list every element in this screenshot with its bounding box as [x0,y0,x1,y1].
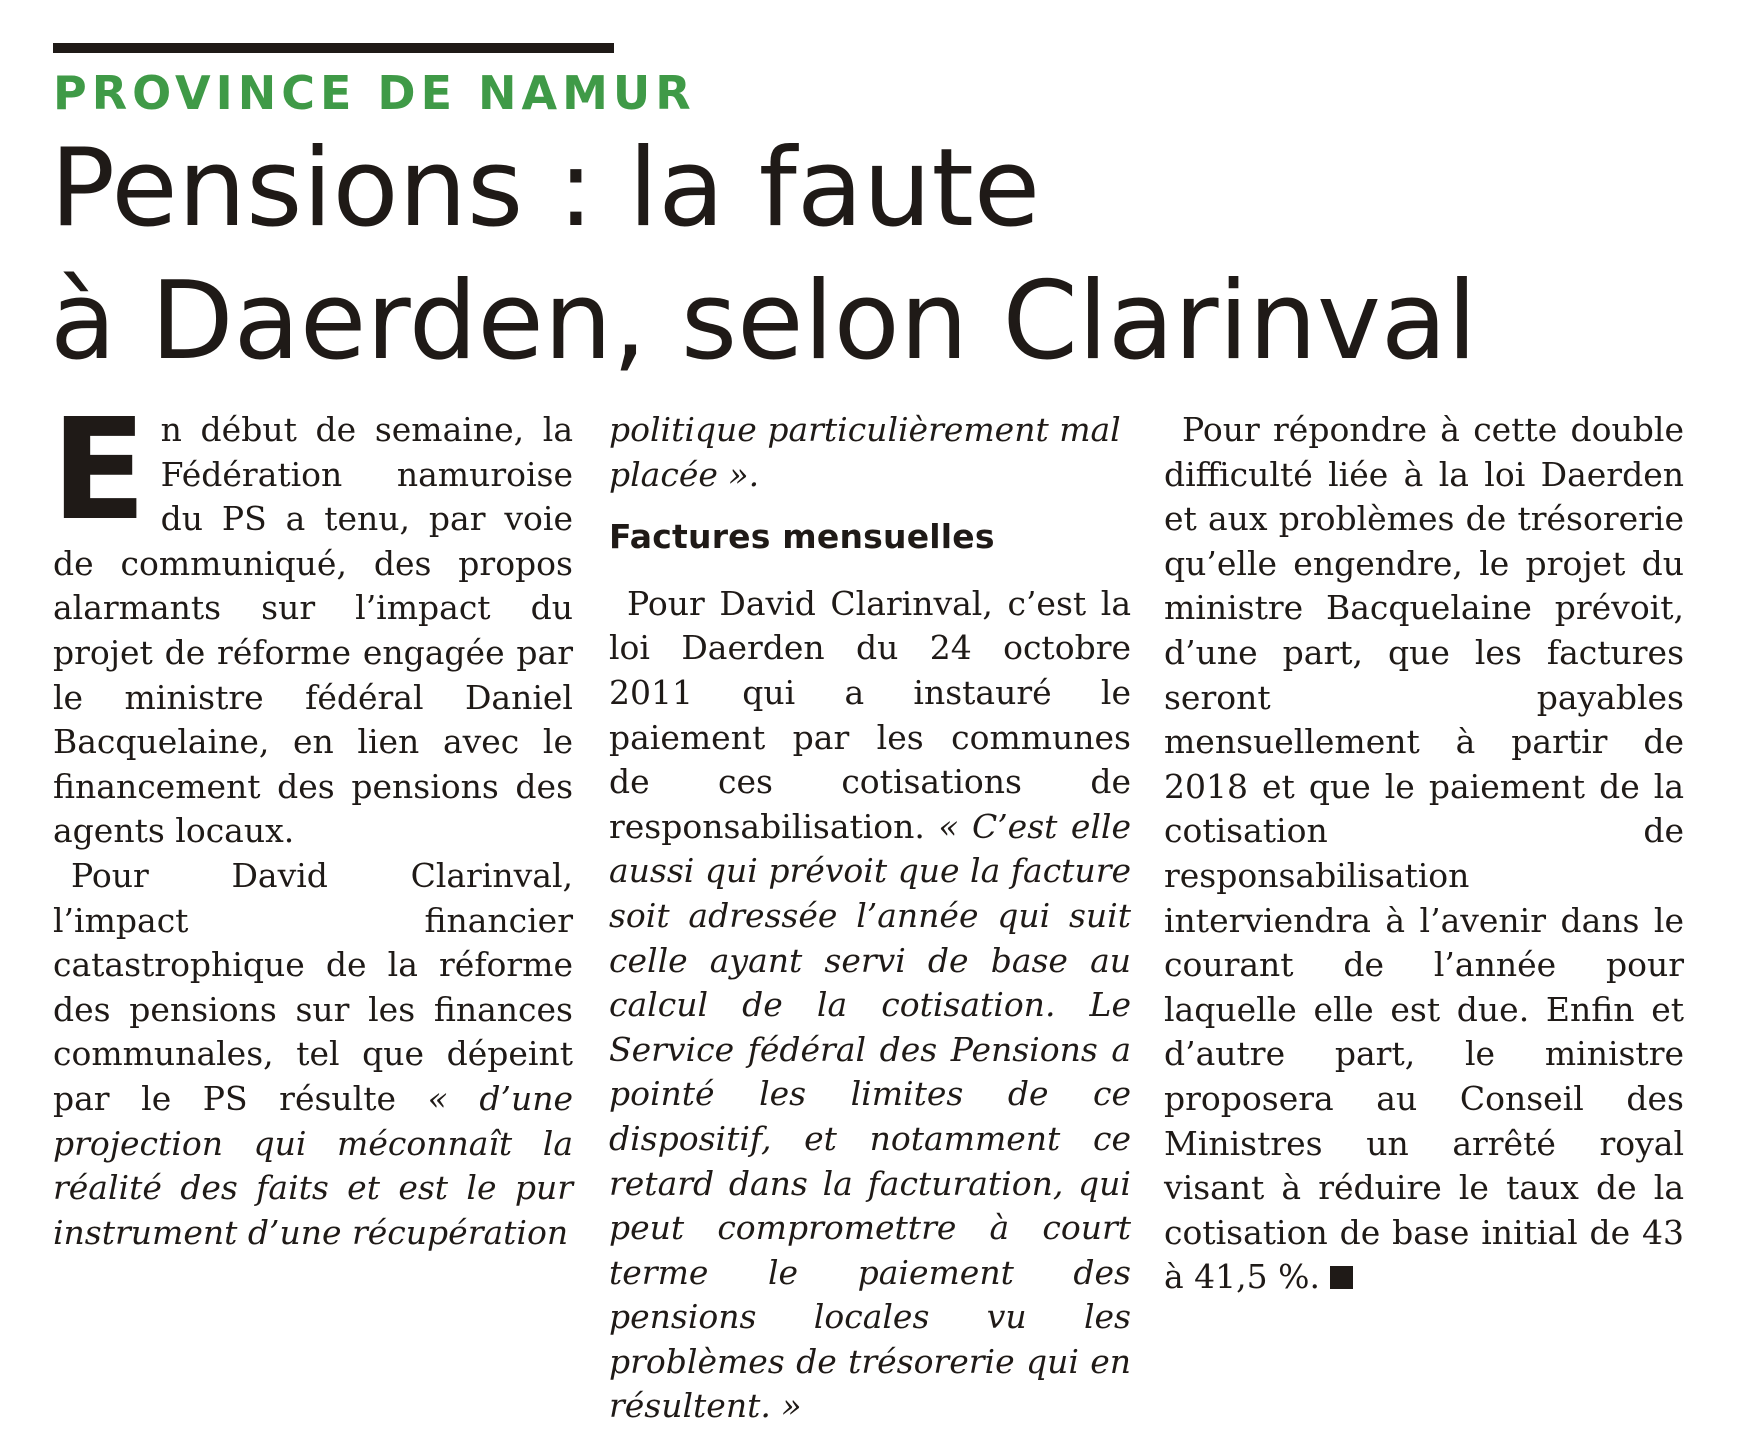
paragraph-3-quote: « C’est elle aussi qui prévoit que la facture soit adressée l’année qui suit celle ayant servi de base au calcul de la cotisation. Le Service fédéral des Pensions a pointé les limites de ce dispositif, et notamment ce retard dans la facturation, qui peut compromettre à court terme le paiement des pensions locales vu les problèmes de trésorerie qui en résultent. » [609,806,1131,1426]
column-1 [51,389,573,1255]
paragraph-4-text: Pour répondre à cette double difficulté liée à la loi Daerden et aux problèmes de trésorerie qu’elle engendre, le projet du ministre Bacquelaine prévoit, d’une part, que les factures seront payables mensuellement à partir de 2018 et que le paiement de la cotisation de responsabilisation interviendra à l’avenir dans le courant de l’année pour laquelle elle est due. Enfin et d’autre part, le ministre proposera au Conseil des Ministres un arrêté royal visant à réduire le taux de la cotisation de base initial de 43 à 41,5 %. [1164,410,1684,1297]
section-kicker: PROVINCE DE NAMUR [53,66,696,120]
drop-cap: E [51,389,147,552]
top-rule [53,43,614,53]
paragraph-2-text: Pour David Clarinval, l’impact financier catastrophique de la réforme des pensions sur les finances communales, tel que dépeint par le PS résulte [53,855,573,1118]
paragraph-3 [609,582,1131,1429]
paragraph-4 [1164,408,1684,1300]
column-3 [1164,408,1684,1300]
paragraph-2-quote-continued: politique particulièrement mal placée ». [609,410,1121,494]
paragraph-2-quote: « d’une projection qui méconnaît la réalité des faits et est le pur instrument d’une récupération [53,1078,573,1252]
headline [50,122,1477,388]
paragraph-1 [51,389,573,854]
headline-line-1: Pensions : la faute [50,126,1041,251]
column-2 [609,408,1131,1429]
end-of-article-square [1330,1266,1353,1289]
paragraph-1-text: n début de semaine, la Fédération namuroise du PS a tenu, par voie de communiqué, des propos alarmants sur l’impact du projet de réforme engagée par le ministre fédéral Daniel Bacquelaine, en lien avec le financement des pensions des agents locaux. [53,410,573,851]
paragraph-2-continued [609,408,1131,497]
subhead-factures-mensuelles: Factures mensuelles [609,517,995,557]
paragraph-3-text: Pour David Clarinval, c’est la loi Daerden du 24 octobre 2011 qui a instauré le paiement par les communes de ces cotisations de responsabilisation. [609,583,1131,846]
headline-line-2: à Daerden, selon Clarinval [50,259,1478,384]
paragraph-2 [53,854,573,1255]
